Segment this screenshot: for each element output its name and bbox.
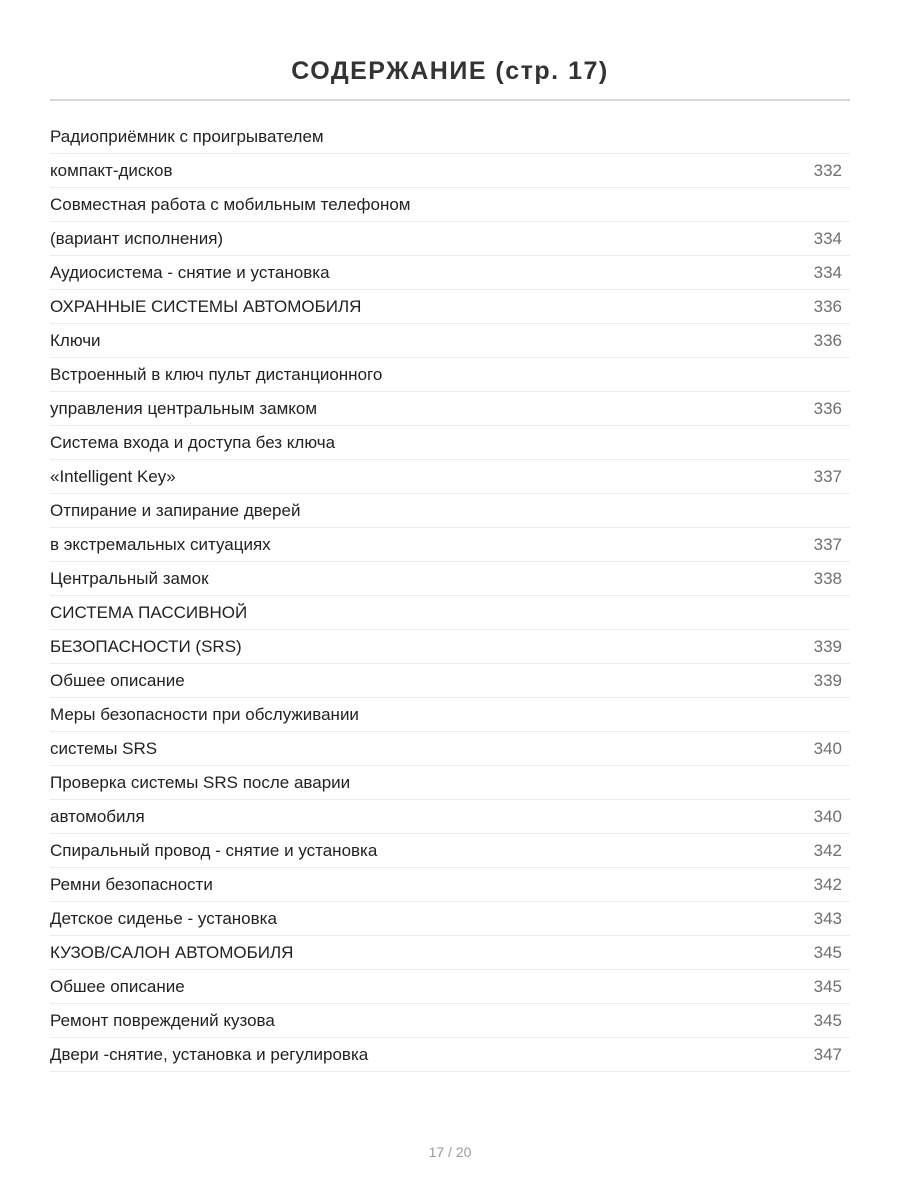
toc-entry-page: 336 [813, 331, 842, 350]
toc-entry[interactable] [50, 970, 850, 1004]
toc-entry[interactable] [50, 766, 850, 800]
title-divider [50, 99, 850, 101]
toc-entry-title: Проверка системы SRS после аварии [50, 773, 351, 792]
page-title: СОДЕРЖАНИЕ (стр. 17) [291, 56, 609, 85]
toc-entry[interactable] [50, 800, 850, 834]
toc-entry[interactable] [50, 868, 850, 902]
toc-entry-title: управления центральным замком [50, 399, 318, 418]
toc-entry-title: СИСТЕМА ПАССИВНОЙ [50, 603, 248, 622]
toc-entry-title: компакт-дисков [50, 161, 173, 180]
toc-entry-page: 339 [813, 637, 842, 656]
toc-entry-title: Аудиосистема - снятие и установка [50, 263, 330, 282]
toc-entry-page: 340 [813, 739, 842, 758]
toc-entry[interactable] [50, 154, 850, 188]
toc-entry[interactable] [50, 936, 850, 970]
toc-entry-title: Обшее описание [50, 671, 185, 690]
toc-entry-title: Обшее описание [50, 977, 185, 996]
toc-entry[interactable] [50, 358, 850, 392]
toc-entry[interactable] [50, 562, 850, 596]
toc-entry-page: 345 [813, 943, 842, 962]
page-number: 17 / 20 [428, 1144, 472, 1160]
toc-entry-page: 347 [813, 1045, 842, 1064]
toc-entry-page: 332 [813, 161, 842, 180]
toc-entry-title: БЕЗОПАСНОСТИ (SRS) [50, 637, 242, 656]
toc-entry-title: Встроенный в ключ пульт дистанционного [50, 365, 383, 384]
toc-entry-page: 338 [813, 569, 842, 588]
toc-entry[interactable] [50, 256, 850, 290]
toc-entry-page: 345 [813, 1011, 842, 1030]
toc-entry-title: Отпирание и запирание дверей [50, 501, 301, 520]
toc-entry-title: Ключи [50, 331, 101, 350]
toc-entry-page: 342 [813, 841, 842, 860]
toc-entry[interactable] [50, 1038, 850, 1072]
toc-entry[interactable] [50, 392, 850, 426]
toc-entry-title: Меры безопасности при обслуживании [50, 705, 359, 724]
toc-entry-page: 345 [813, 977, 842, 996]
toc-entry-title: Детское сиденье - установка [50, 909, 277, 928]
toc-entry-page: 336 [813, 399, 842, 418]
toc-entry-title: автомобиля [50, 807, 145, 826]
toc-entry-title: Ремонт повреждений кузова [50, 1011, 275, 1030]
toc-entry[interactable] [50, 596, 850, 630]
table-of-contents [50, 120, 850, 1072]
toc-entry-page: 337 [813, 467, 842, 486]
toc-entry-title: КУЗОВ/САЛОН АВТОМОБИЛЯ [50, 943, 294, 962]
toc-entry-title: Спиральный провод - снятие и установка [50, 841, 378, 860]
toc-entry-title: Центральный замок [50, 569, 209, 588]
toc-entry-title: «Intelligent Key» [50, 467, 176, 486]
toc-entry[interactable] [50, 222, 850, 256]
toc-entry-page: 340 [813, 807, 842, 826]
toc-entry-page: 339 [813, 671, 842, 690]
toc-entry-title: ОХРАННЫЕ СИСТЕМЫ АВТОМОБИЛЯ [50, 297, 362, 316]
toc-entry[interactable] [50, 188, 850, 222]
toc-entry[interactable] [50, 290, 850, 324]
toc-entry-page: 342 [813, 875, 842, 894]
toc-entry-title: (вариант исполнения) [50, 229, 224, 248]
toc-entry-title: системы SRS [50, 739, 158, 758]
toc-entry[interactable] [50, 664, 850, 698]
toc-entry[interactable] [50, 698, 850, 732]
toc-entry-page: 337 [813, 535, 842, 554]
toc-entry[interactable] [50, 1004, 850, 1038]
toc-entry-title: Система входа и доступа без ключа [50, 433, 336, 452]
toc-entry-page: 334 [813, 229, 842, 248]
toc-entry[interactable] [50, 120, 850, 154]
toc-entry[interactable] [50, 494, 850, 528]
toc-entry-title: Совместная работа с мобильным телефоном [50, 195, 411, 214]
toc-entry-page: 343 [813, 909, 842, 928]
toc-entry[interactable] [50, 630, 850, 664]
toc-entry-title: Радиоприёмник с проигрывателем [50, 127, 324, 146]
toc-entry[interactable] [50, 902, 850, 936]
toc-entry-title: Ремни безопасности [50, 875, 213, 894]
toc-entry-title: в экстремальных ситуациях [50, 535, 271, 554]
toc-entry[interactable] [50, 528, 850, 562]
toc-entry[interactable] [50, 324, 850, 358]
toc-entry-title: Двери -снятие, установка и регулировка [50, 1045, 369, 1064]
toc-entry-page: 336 [813, 297, 842, 316]
toc-entry[interactable] [50, 426, 850, 460]
toc-entry[interactable] [50, 834, 850, 868]
toc-entry-page: 334 [813, 263, 842, 282]
toc-entry[interactable] [50, 732, 850, 766]
toc-entry[interactable] [50, 460, 850, 494]
